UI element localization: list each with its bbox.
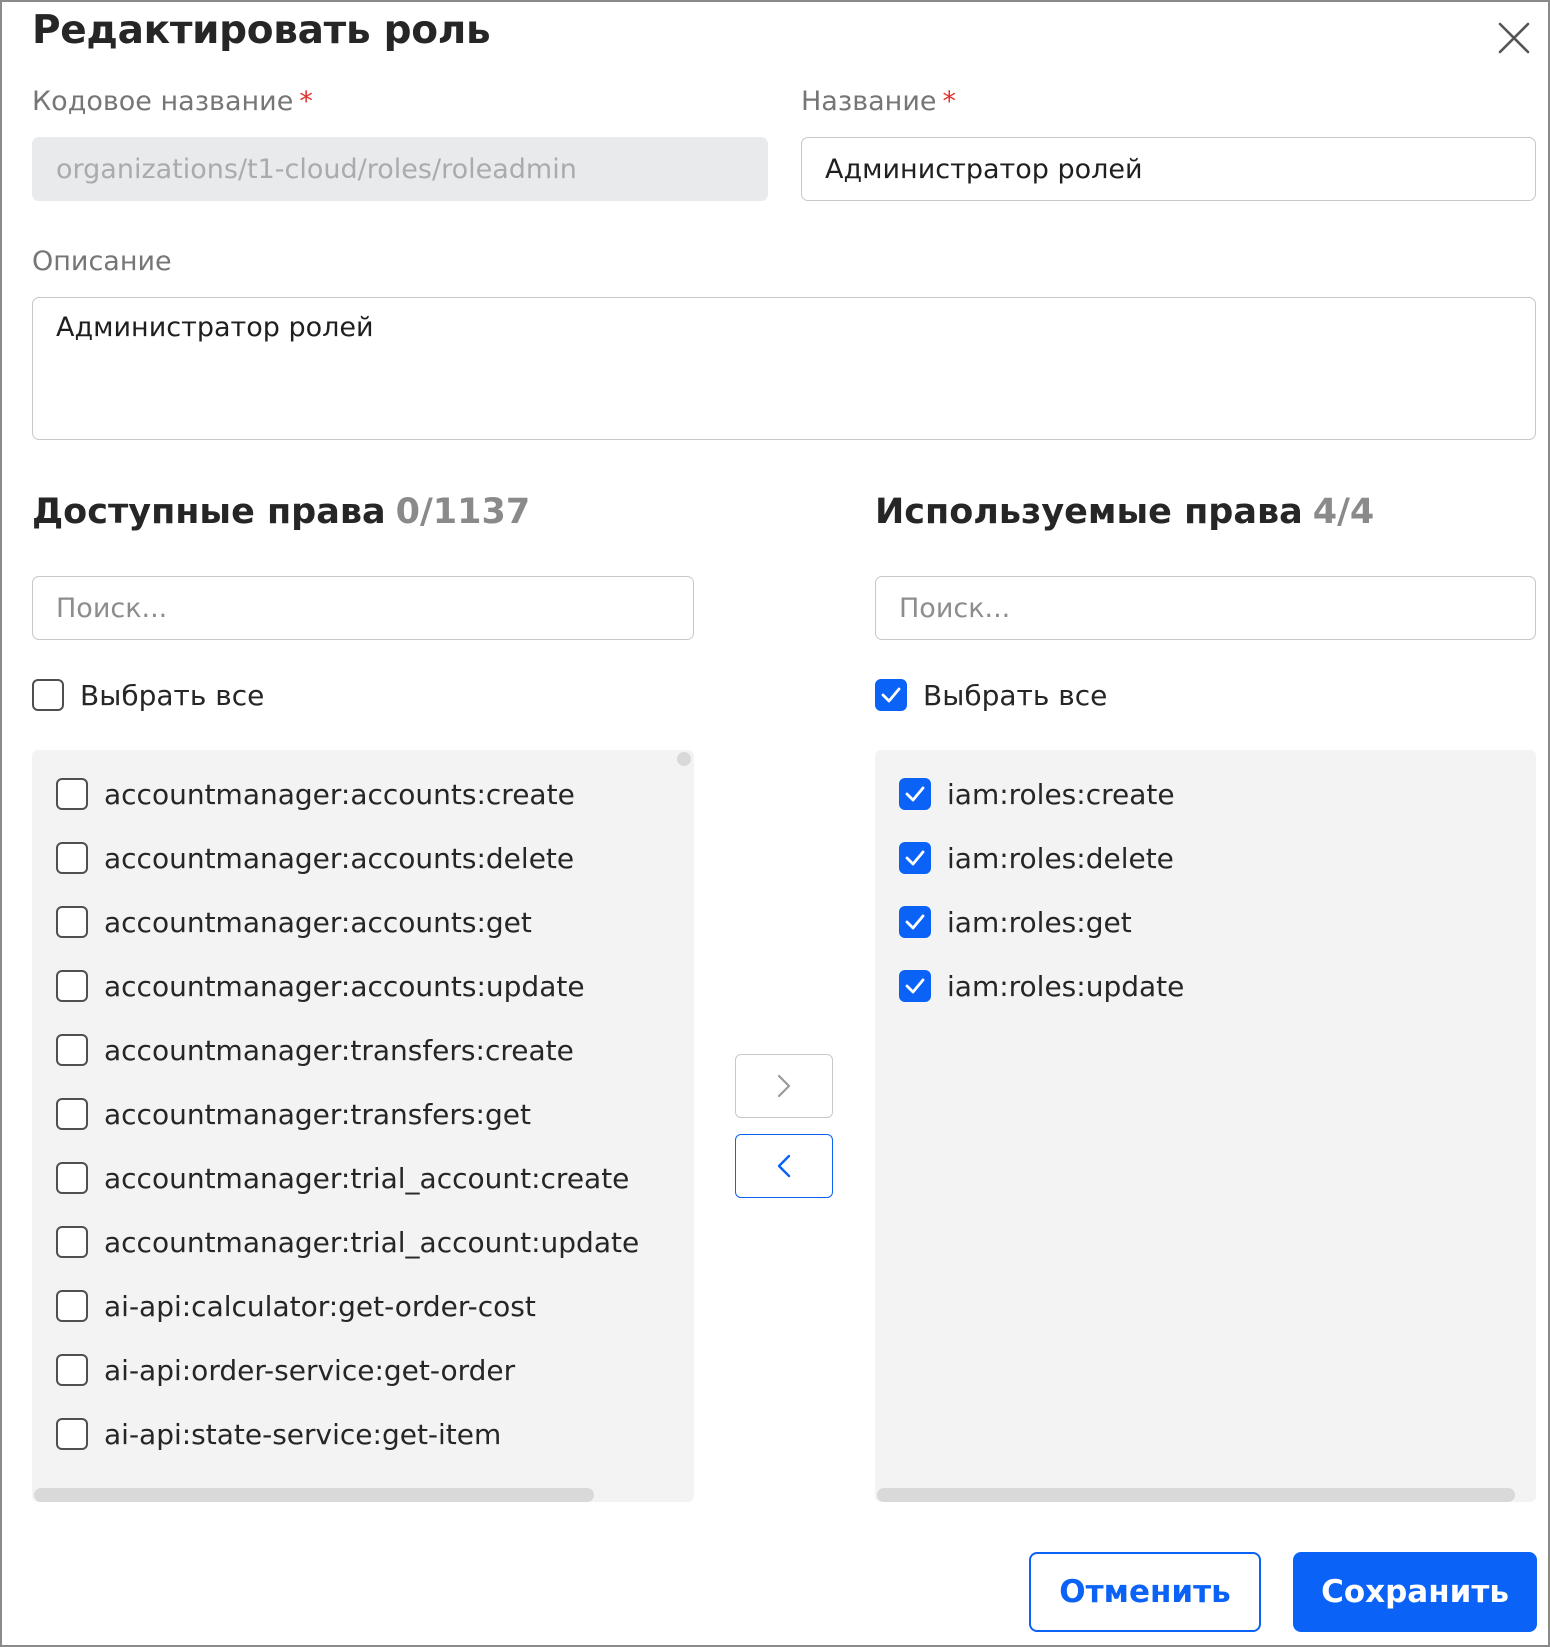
available-select-all-label: Выбрать все <box>80 679 265 712</box>
available-item-checkbox[interactable] <box>56 1290 88 1322</box>
dialog-title: Редактировать роль <box>32 8 491 53</box>
code-name-input: organizations/t1-cloud/roles/roleadmin <box>32 137 768 201</box>
list-item[interactable] <box>875 966 1184 1006</box>
chevron-left-icon <box>773 1152 795 1180</box>
list-item[interactable] <box>32 1030 574 1070</box>
code-name-label: Кодовое название * <box>32 86 313 117</box>
horizontal-scrollbar[interactable] <box>877 1488 1515 1502</box>
list-item[interactable] <box>875 774 1175 814</box>
list-item[interactable] <box>32 1286 536 1326</box>
used-select-all-label: Выбрать все <box>923 679 1108 712</box>
used-select-all-checkbox[interactable] <box>875 679 907 711</box>
used-item-checkbox[interactable] <box>899 842 931 874</box>
close-button[interactable] <box>1494 18 1534 58</box>
available-rights-count: 0/1137 <box>395 492 531 532</box>
used-item-label: iam:roles:get <box>947 905 1132 939</box>
available-rights-title: Доступные права 0/1137 <box>32 492 531 532</box>
available-item-checkbox[interactable] <box>56 1226 88 1258</box>
list-item[interactable] <box>32 838 574 878</box>
available-item-checkbox[interactable] <box>56 1162 88 1194</box>
chevron-right-icon <box>773 1072 795 1100</box>
checkmark-icon <box>905 849 925 867</box>
vertical-scrollbar[interactable] <box>677 752 691 766</box>
available-item-label: accountmanager:trial_account:update <box>104 1225 640 1259</box>
checkmark-icon <box>905 913 925 931</box>
list-item[interactable] <box>32 1414 501 1454</box>
used-item-label: iam:roles:create <box>947 777 1175 811</box>
available-item-label: accountmanager:accounts:create <box>104 777 575 811</box>
close-icon <box>1494 18 1534 58</box>
available-item-label: accountmanager:accounts:get <box>104 905 532 939</box>
list-item[interactable] <box>875 838 1174 878</box>
cancel-button[interactable]: Отменить <box>1029 1552 1261 1632</box>
available-item-checkbox[interactable] <box>56 1418 88 1450</box>
used-item-label: iam:roles:update <box>947 969 1185 1003</box>
used-item-label: iam:roles:delete <box>947 841 1174 875</box>
available-item-label: ai-api:calculator:get-order-cost <box>104 1289 536 1323</box>
available-item-label: accountmanager:transfers:get <box>104 1097 531 1131</box>
available-item-checkbox[interactable] <box>56 1354 88 1386</box>
list-item[interactable] <box>32 1094 531 1134</box>
available-item-label: ai-api:state-service:get-item <box>104 1417 502 1451</box>
description-label: Описание <box>32 246 172 277</box>
used-item-checkbox[interactable] <box>899 906 931 938</box>
list-item[interactable] <box>875 902 1132 942</box>
description-textarea[interactable]: Администратор ролей <box>32 297 1536 440</box>
list-item[interactable] <box>32 1350 515 1390</box>
available-item-label: ai-api:order-service:get-order <box>104 1353 516 1387</box>
used-item-checkbox[interactable] <box>899 970 931 1002</box>
available-item-label: accountmanager:accounts:delete <box>104 841 575 875</box>
used-item-checkbox[interactable] <box>899 778 931 810</box>
list-item[interactable] <box>32 1158 629 1198</box>
checkmark-icon <box>905 977 925 995</box>
checkmark-icon <box>881 686 901 704</box>
available-item-label: accountmanager:accounts:update <box>104 969 585 1003</box>
horizontal-scrollbar[interactable] <box>34 1488 594 1502</box>
required-mark: * <box>299 86 313 117</box>
list-item[interactable] <box>32 966 585 1006</box>
available-item-checkbox[interactable] <box>56 906 88 938</box>
name-input[interactable]: Администратор ролей <box>801 137 1536 201</box>
save-button[interactable]: Сохранить <box>1293 1552 1537 1632</box>
list-item[interactable] <box>32 1222 639 1262</box>
used-rights-title: Используемые права 4/4 <box>875 492 1375 532</box>
available-rights-list[interactable] <box>32 750 694 1502</box>
name-label: Название * <box>801 86 956 117</box>
available-search-input[interactable]: Поиск... <box>32 576 694 640</box>
list-item[interactable] <box>32 902 532 942</box>
required-mark: * <box>942 86 956 117</box>
move-left-button[interactable] <box>735 1134 833 1198</box>
used-rights-list[interactable] <box>875 750 1536 1502</box>
checkmark-icon <box>905 785 925 803</box>
used-search-input[interactable]: Поиск... <box>875 576 1536 640</box>
available-item-checkbox[interactable] <box>56 1098 88 1130</box>
available-item-label: accountmanager:trial_account:create <box>104 1161 630 1195</box>
available-item-checkbox[interactable] <box>56 842 88 874</box>
available-item-checkbox[interactable] <box>56 778 88 810</box>
used-rights-count: 4/4 <box>1312 492 1375 532</box>
available-item-checkbox[interactable] <box>56 970 88 1002</box>
available-item-checkbox[interactable] <box>56 1034 88 1066</box>
list-item[interactable] <box>32 774 575 814</box>
available-item-label: accountmanager:transfers:create <box>104 1033 574 1067</box>
available-select-all-checkbox[interactable] <box>32 679 64 711</box>
move-right-button[interactable] <box>735 1054 833 1118</box>
